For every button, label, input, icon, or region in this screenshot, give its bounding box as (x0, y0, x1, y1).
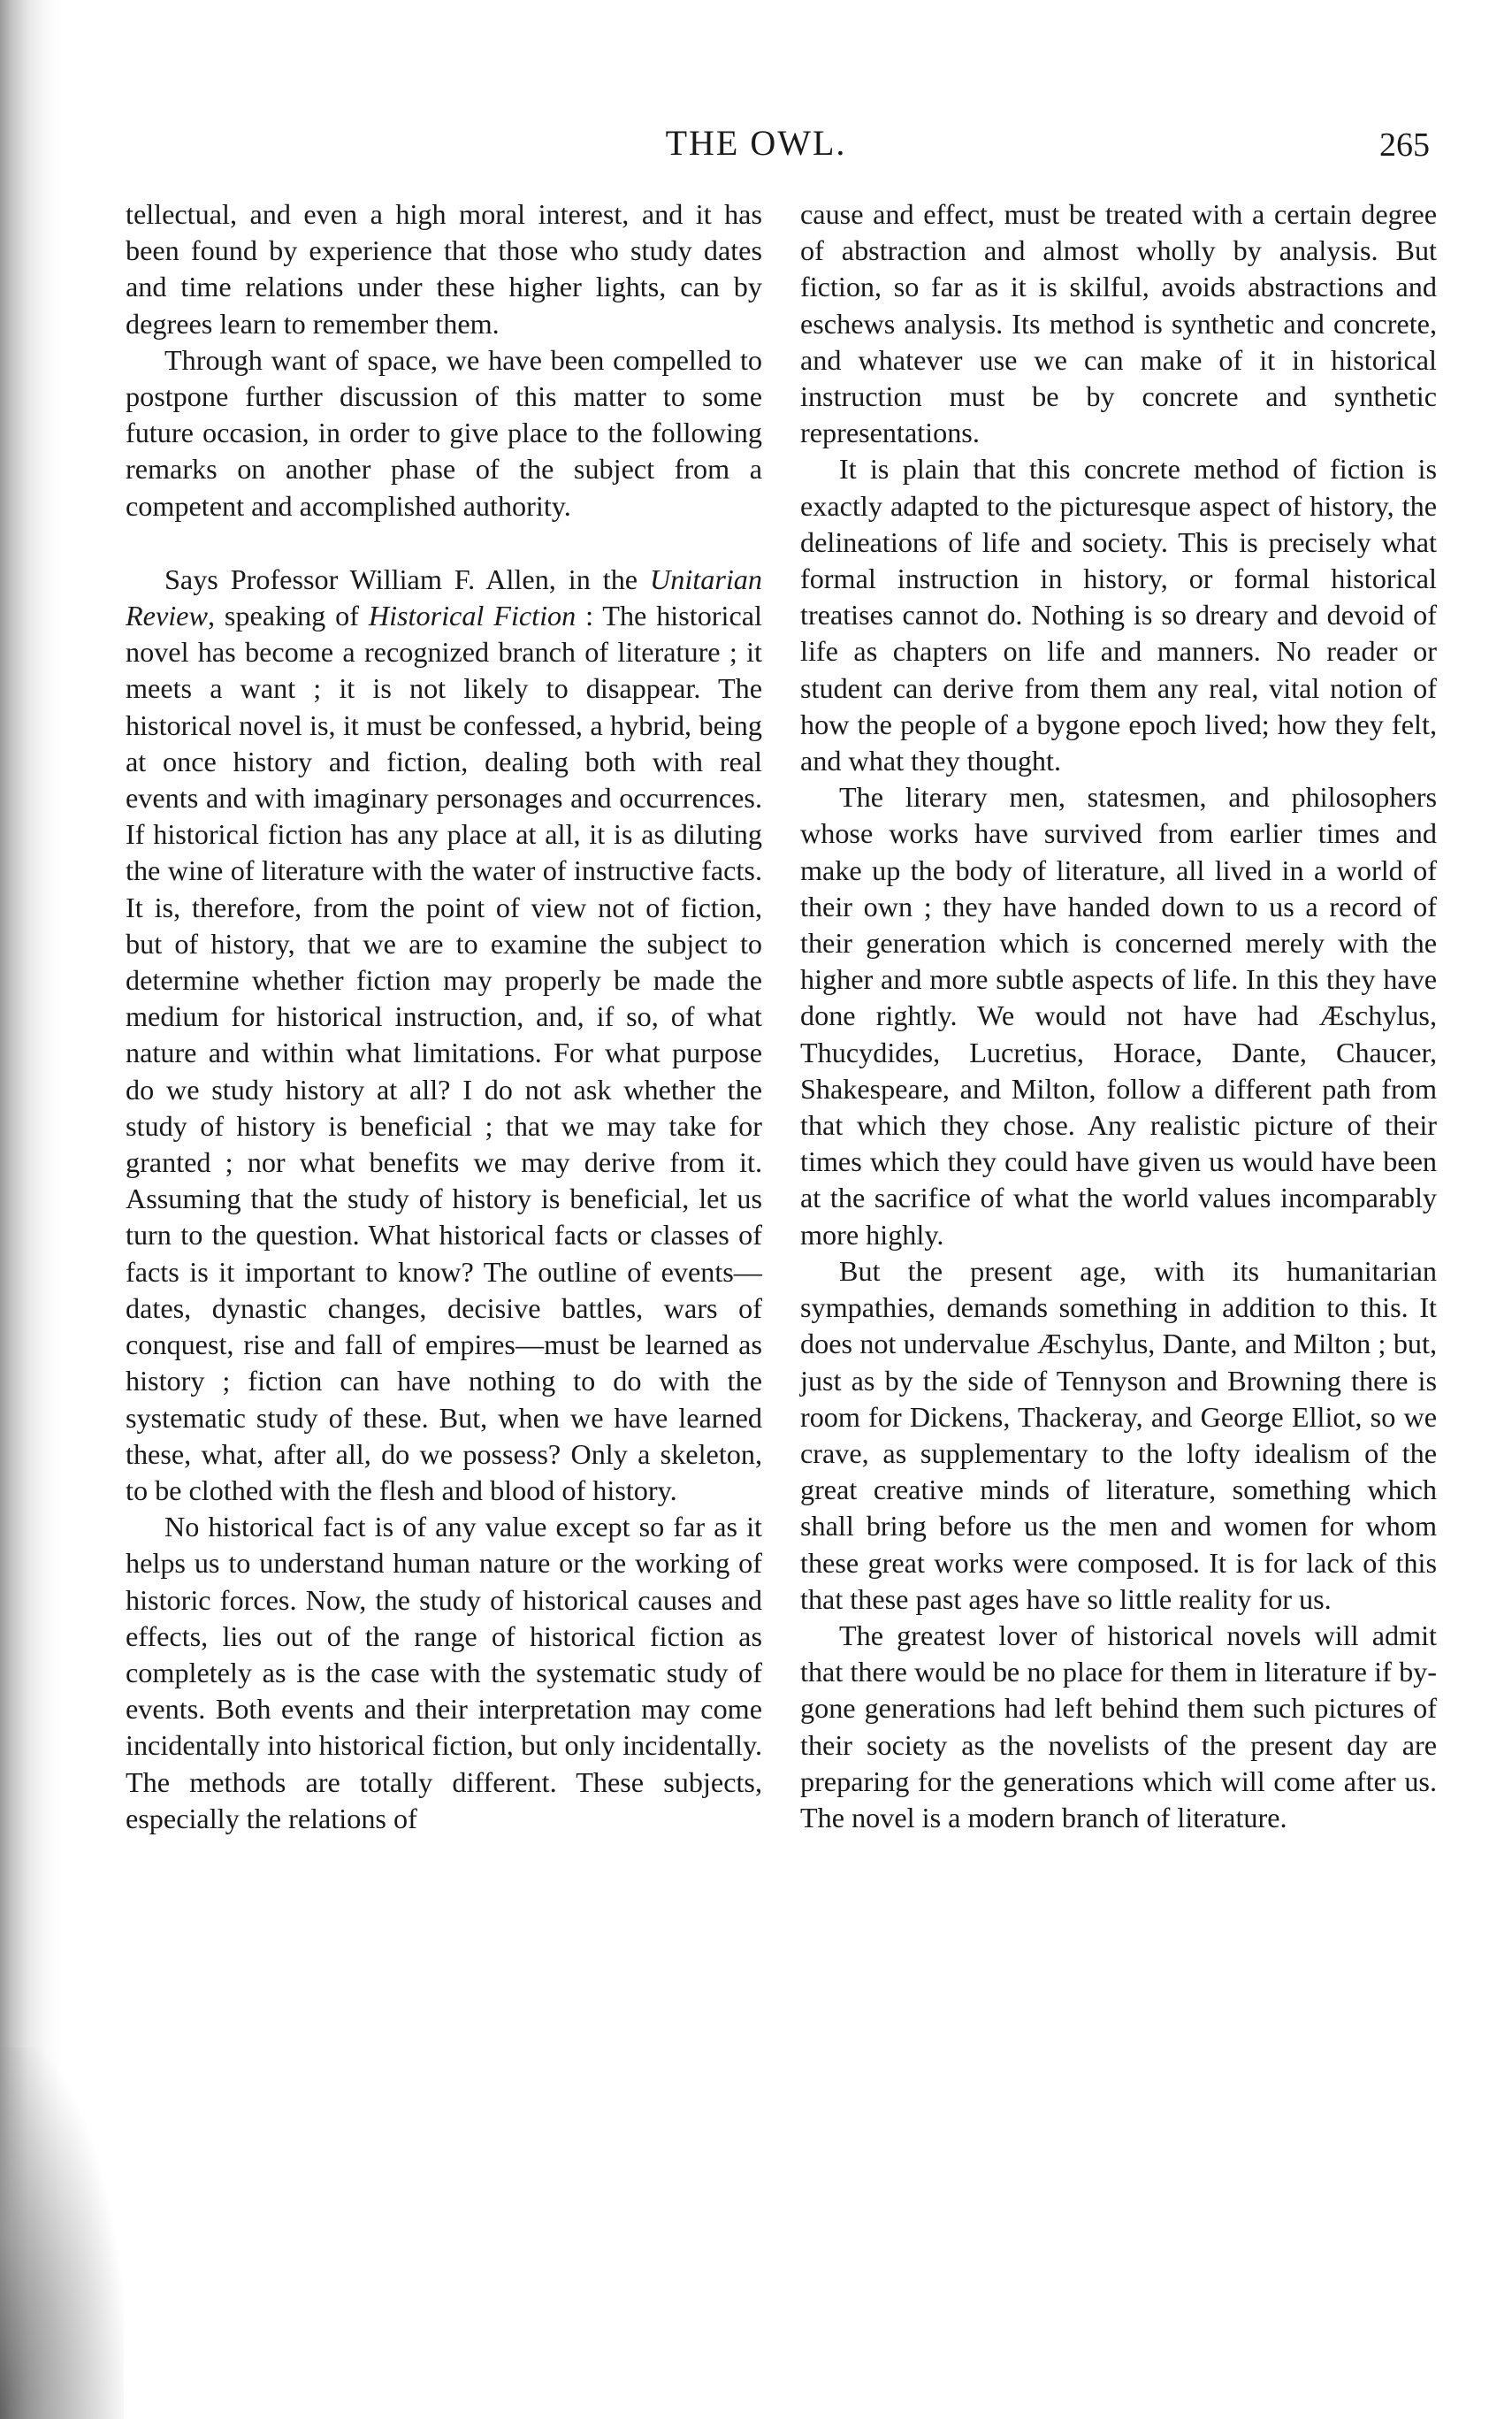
paragraph: No historical fact is of any value except so far as it helps us to understand human nature or the working of historic forces. Now, the study of historical causes and effects, lies out of the range of historical fiction as completely as is the case with the systematic study of events. Both events and their interpretation may come incidentally into historical fiction, but only incidentally. The methods are totally different. These subjects, especially the relations of (126, 1511, 762, 1834)
paragraph: The greatest lover of historical novels will admit that there would be no place for them in literature if by-gone generations had left behind them such pictures of their society as the novelists of the present day are preparing for the generations which will come after us. The novel is a modern branch of literature. (800, 1619, 1437, 1833)
paragraph: It is plain that this concrete method of fiction is exactly adapted to the picturesque aspect of history, the delineations of life and society. This is precisely what formal instruction in history, or formal historical treatises cannot do. Nothing is so dreary and devoid of life as chapters on life and manners. No reader or student can derive from them any real, vital notion of how the people of a bygone epoch lived; how they felt, and what they thought. (800, 453, 1437, 777)
topic-title: Historical Fiction (368, 600, 577, 632)
paragraph-quote-intro (126, 562, 762, 1509)
quote-mid-text: , speaking of (207, 600, 369, 632)
left-column (126, 196, 762, 2337)
source-title: Unitarian Review (126, 563, 762, 632)
paragraph: cause and effect, must be treated with a certain degree of abstraction and almost wholly by analysis. But fiction, so far as it is skilful, avoids abstractions and eschews analysis. Its method is synthetic and concrete, and whatever use we can make of it in historical instruction must be by concrete and synthetic representations. (800, 198, 1437, 449)
paragraph: tellectual, and even a high moral interest, and it has been found by experience that those who study dates and time relations under these higher lights, can by degrees learn to remember them. (126, 198, 762, 340)
right-column (800, 196, 1437, 2337)
quote-body-text: : The historical novel has become a recognized branch of literature ; it meets a want ; it is not likely to disappear. The historical novel is, it must be confessed, a hybrid, being at once history and fiction, dealing both with real events and with imaginary personages and occurrences. If historical fiction has any place at all, it is as diluting the wine of literature with the water of instructive facts. It is, therefore, from the point of view not of fiction, but of history, that we are to examine the subject to determine whether fiction may properly be made the medium for historical instruction, and, if so, of what nature and within what limitations. For what purpose do we study history at all? I do not ask whether the study of history is beneficial ; that we may take for granted ; nor what benefits we may derive from it. Assuming that the study of history is beneficial, let us turn to the question. What historical facts or classes of facts is it important to know? The outline of events—dates, dynastic changes, decisive battles, wars of conquest, rise and fall of empires—must be learned as history ; fiction can have nothing to do with the systematic study of these. But, when we have learned these, what, after all, do we possess? Only a skeleton, to be clothed with the flesh and blood of history. (126, 600, 762, 1506)
paragraph: Through want of space, we have been compelled to postpone further discussion of this matter to some future occasion, in order to give place to the following remarks on another phase of the subject from a competent and accomplished authority. (126, 343, 762, 522)
running-header-title: THE OWL. (665, 123, 847, 163)
page-number: 265 (1379, 126, 1430, 164)
paragraph: The literary men, statesmen, and philosophers whose works have survived from earlier times and make up the body of literature, all lived in a world of their own ; they have handed down to us a record of their generation which is concerned merely with the higher and more subtle aspects of life. In this they have done rightly. We would not have had Æschylus, Thucydides, Lucretius, Horace, Dante, Chaucer, Shakespeare, and Milton, follow a different path from that which they chose. Any realistic picture of their times which they could have given us would have been at the sacrifice of what the world values incomparably more highly. (800, 781, 1437, 1251)
scan-shadow-corner (0, 2048, 124, 2419)
quote-intro-text: Says Professor William F. Allen, in the (164, 563, 651, 595)
paragraph: But the present age, with its humanitarian sympathies, demands something in addition to this. It does not undervalue Æschylus, Dante, and Milton ; but, just as by the side of Tennyson and Browning there is room for Dickens, Thackeray, and George Elliot, so we crave, as supplementary to the lofty idealism of the great creative minds of literature, something which shall bring before us the men and women for whom these great works were composed. It is for lack of this that these past ages have so little reality for us. (800, 1254, 1437, 1615)
